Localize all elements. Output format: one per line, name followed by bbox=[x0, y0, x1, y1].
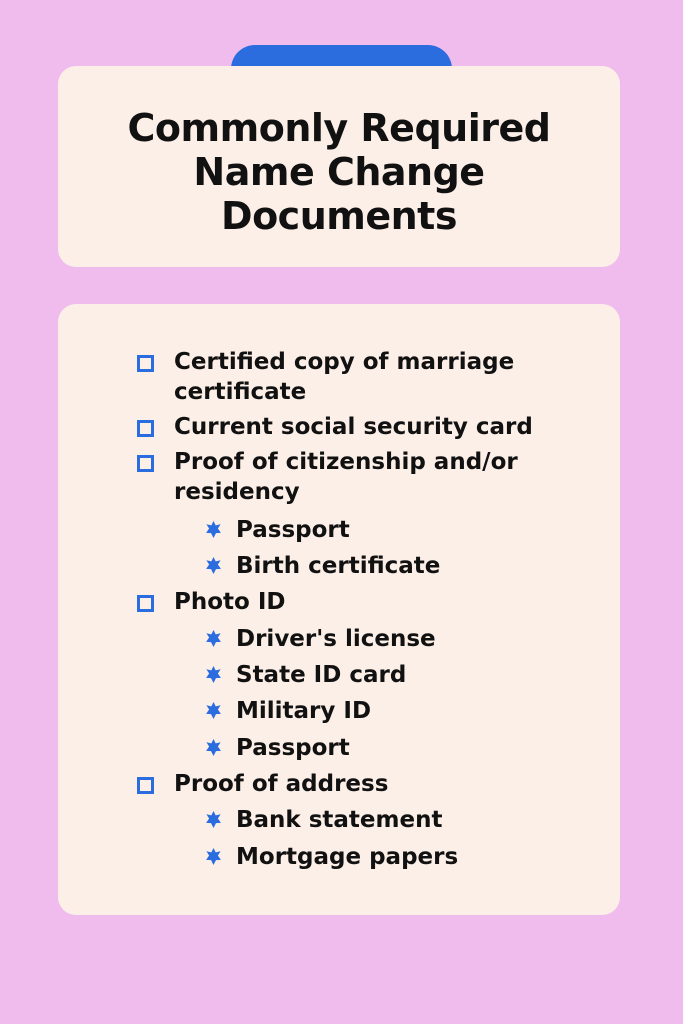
checkbox-icon bbox=[137, 455, 154, 472]
sub-item-passport: Passport bbox=[236, 735, 350, 761]
title-card bbox=[58, 66, 620, 267]
star-burst-icon bbox=[204, 665, 223, 684]
sub-item-bank-statement: Bank statement bbox=[236, 807, 443, 833]
checkbox-icon bbox=[137, 420, 154, 437]
sub-item-military-id: Military ID bbox=[236, 698, 372, 724]
star-burst-icon bbox=[204, 738, 223, 757]
sub-item-passport: Passport bbox=[236, 517, 350, 543]
star-burst-icon bbox=[204, 847, 223, 866]
list-item-photo-id: Photo ID bbox=[174, 589, 286, 615]
star-burst-icon bbox=[204, 629, 223, 648]
checkbox-icon bbox=[137, 595, 154, 612]
sub-item-birth-certificate: Birth certificate bbox=[236, 553, 441, 579]
sub-item-mortgage-papers: Mortgage papers bbox=[236, 844, 459, 870]
list-item-proof-of-address: Proof of address bbox=[174, 771, 389, 797]
list-item-proof-of-citizenship: Proof of citizenship and/or residency bbox=[174, 449, 518, 505]
document-list-card bbox=[58, 304, 620, 915]
list-item-social-security-card: Current social security card bbox=[174, 414, 533, 440]
list-item-marriage-certificate: Certified copy of marriage certificate bbox=[174, 349, 515, 405]
star-burst-icon bbox=[204, 520, 223, 539]
sub-item-state-id-card: State ID card bbox=[236, 662, 407, 688]
checkbox-icon bbox=[137, 777, 154, 794]
star-burst-icon bbox=[204, 810, 223, 829]
checkbox-icon bbox=[137, 355, 154, 372]
sub-item-drivers-license: Driver's license bbox=[236, 626, 436, 652]
star-burst-icon bbox=[204, 701, 223, 720]
star-burst-icon bbox=[204, 556, 223, 575]
page-title: Commonly Required Name Change Documents bbox=[127, 105, 551, 238]
